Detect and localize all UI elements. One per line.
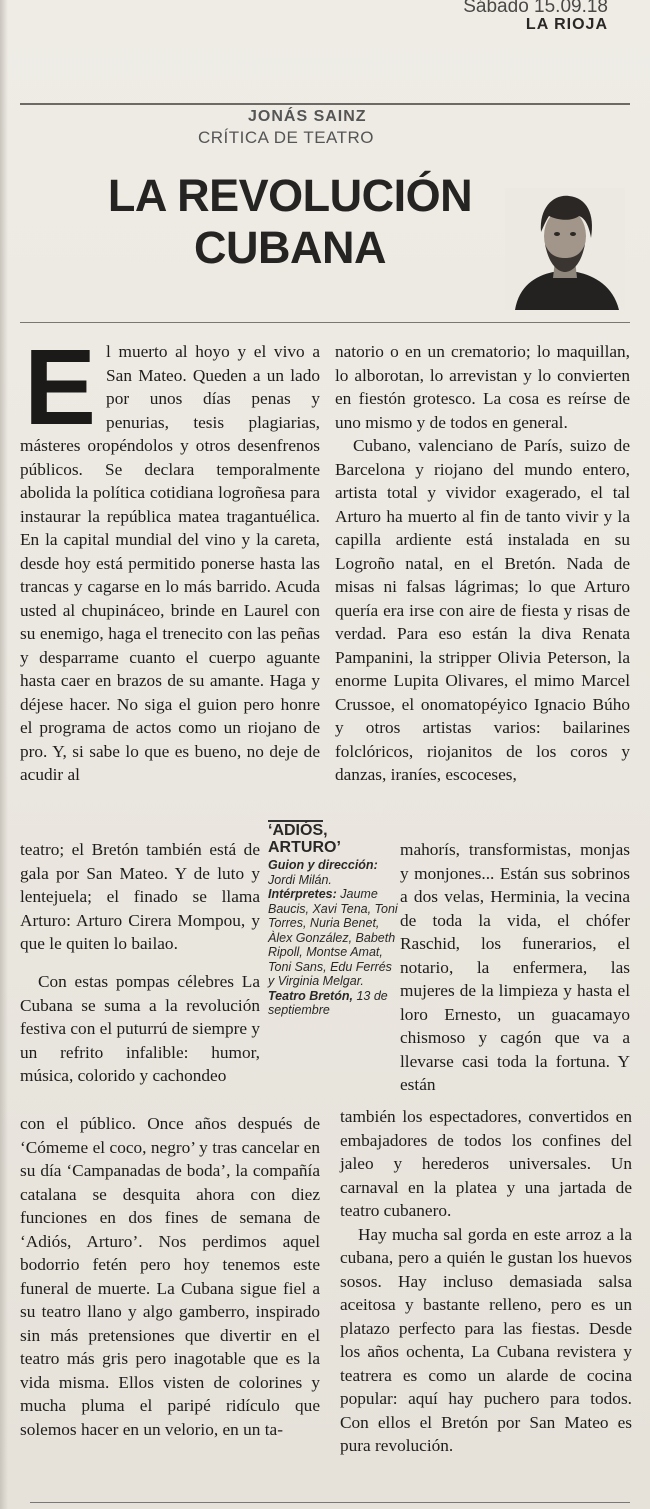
factbox-interpretes-value: Jaume Baucis, Xavi Tena, Toni Torres, Nuria Benet, Àlex González, Babeth Ripoll, Montse Amat, Toni Sans, Edu Ferrés y Virginia Melgar.: [268, 887, 398, 988]
paragraph-3: Cubano, valenciano de París, suizo de Barcelona y riojano del mundo entero, artista total y vividor exagerado, el tal Arturo ha muerto al fin de tanto vivir y la capilla ardiente está instalada en su Logroño natal, en el Bretón. Nada de misas ni falsas lágrimas; lo que Arturo quería era irse con aire de fiesta y risas de verdad. Para eso están la diva Renata Pampanini, la stripper Olivia Peterson, la enorme Lupita Olivares, el mimo Marcel Crussoe, el onomatopéyico Ignacio Búho y otros artistas varios: bailarines folclóricos, riojanitos de los coros y danzas, iraníes, escoceses,: [335, 436, 630, 784]
factbox-title: ‘ADIÓS, ARTURO’: [268, 822, 341, 856]
paragraph-2: Con estas pompas célebres La Cubana se suma a la revolución festiva con el puturrú de siempre y un refrito infalible: humor, música, colorido y cachondeo: [20, 972, 260, 1085]
article-column-2: [335, 340, 630, 787]
newspaper-name: LA RIOJA: [525, 16, 608, 33]
author-photo: [505, 188, 625, 310]
paragraph-1-end: teatro; el Bretón también está de gala por San Mateo. Y de luto y lentejuela; el finado se llama Arturo: Arturo Cirera Mompou, y que le quiten lo bailao.: [20, 840, 260, 953]
article-column-2-continued: [400, 838, 630, 1097]
top-divider: [20, 103, 630, 105]
article-column-1: [20, 326, 320, 787]
paragraph-4: Hay mucha sal gorda en este arroz a la cubana, pero a quién le gustan los huevos sosos. Hay incluso demasiada salsa aceitosa y bastante relleno, pero es un platazo perfecto para las fiestas. Desde los años ochenta, La Cubana revistera y teatrera es como un alarde de cocina popular: aquí hay puchero para todos. Con ellos el Bretón por San Mateo es pura revolución.: [340, 1224, 632, 1455]
dropcap: E: [24, 326, 97, 447]
factbox: [268, 822, 398, 1018]
paragraph-3-close: también los espectadores, convertidos en embajadores de todos los confines del jaleo y herederos universales. Un carnaval en la platea y una jartada de teatro cubanero.: [340, 1107, 632, 1220]
factbox-venue: Teatro Bretón,: [268, 988, 353, 1003]
factbox-date: 13 de septiembre: [268, 988, 388, 1017]
headline-divider: [20, 322, 630, 323]
article-column-2-bottom: [340, 1105, 632, 1458]
factbox-guion-label: Guion y dirección:: [268, 858, 378, 872]
paragraph-1: l muerto al hoyo y el vivo a San Mateo. Queden a un lado por unos días penas y penurias, tesis plagiarias, másteres oropéndolos y otros desenfrenos públicos. Se declara temporalmente abolida la política cotidiana logroñesa para instaurar la república matea tragantuélica. En la capital mundial del vino y la careta, desde hoy está permitido ponerse hasta las trancas y cagarse en lo más barrido. Acuda usted al chupináceo, brinde en Laurel con su enemigo, haga el trenecito con las peñas y desparrame cuanto el cuerpo aguante hasta caer en brazos de su amante. Haga y déjese hacer. No siga el guion pero honre el programa de actos como un riojano de pro. Y, si sabe lo que es bueno, no deje de acudir al: [20, 342, 320, 784]
author-name: JONÁS SAINZ: [248, 108, 367, 125]
article-column-1-bottom: [20, 1112, 320, 1441]
article-column-1-continued: [20, 838, 260, 956]
bottom-divider: [30, 1502, 630, 1503]
paragraph-2-continued: natorio o en un crematorio; lo maquillan, lo alborotan, lo arrevistan y lo convierten en fiestón grotesco. La cosa es reírse de uno mismo y de todos en general.: [335, 342, 630, 432]
factbox-interpretes-label: Intérpretes:: [268, 887, 337, 901]
factbox-guion-value: Jordi Milán.: [268, 872, 332, 887]
headline: LA REVOLUCIÓN CUBANA: [107, 170, 473, 273]
page-edge-shadow: [0, 0, 8, 1509]
article-column-1-paragraph-2: [20, 970, 260, 1088]
section-label: CRÍTICA DE TEATRO: [198, 128, 375, 147]
paragraph-2-end: con el público. Once años después de ‘Cómeme el coco, negro’ y tras cancelar en su día ‘Campanadas de boda’, la compañía catalana se desquita ahora con diez funciones en dos fines de semana de ‘Adiós, Arturo’. Nos perdimos aquel bodorrio fetén pero hoy tenemos este funeral de muerte. La Cubana sigue fiel a su teatro llano y algo gamberro, inspirado sin más pretensiones que divertir en el teatro más gris pero inagotable que es la vida misma. Ellos visten de colorines y mucha pluma el paripé ridículo que solemos hacer en un velorio, en un ta-: [20, 1114, 320, 1439]
paragraph-3-end: mahorís, transformistas, monjas y monjones... Están sus sobrinos a dos velas, Herminia, la vecina de toda la vida, el chófer Raschid, los funerarios, el notario, la enfermera, las mujeres de la limpieza y hasta el loro Ernesto, un guacamayo chismoso y cagón que va a llevarse casi toda la fortuna. Y están: [400, 840, 630, 1094]
header-date: Sábado 15.09.18: [463, 0, 608, 17]
